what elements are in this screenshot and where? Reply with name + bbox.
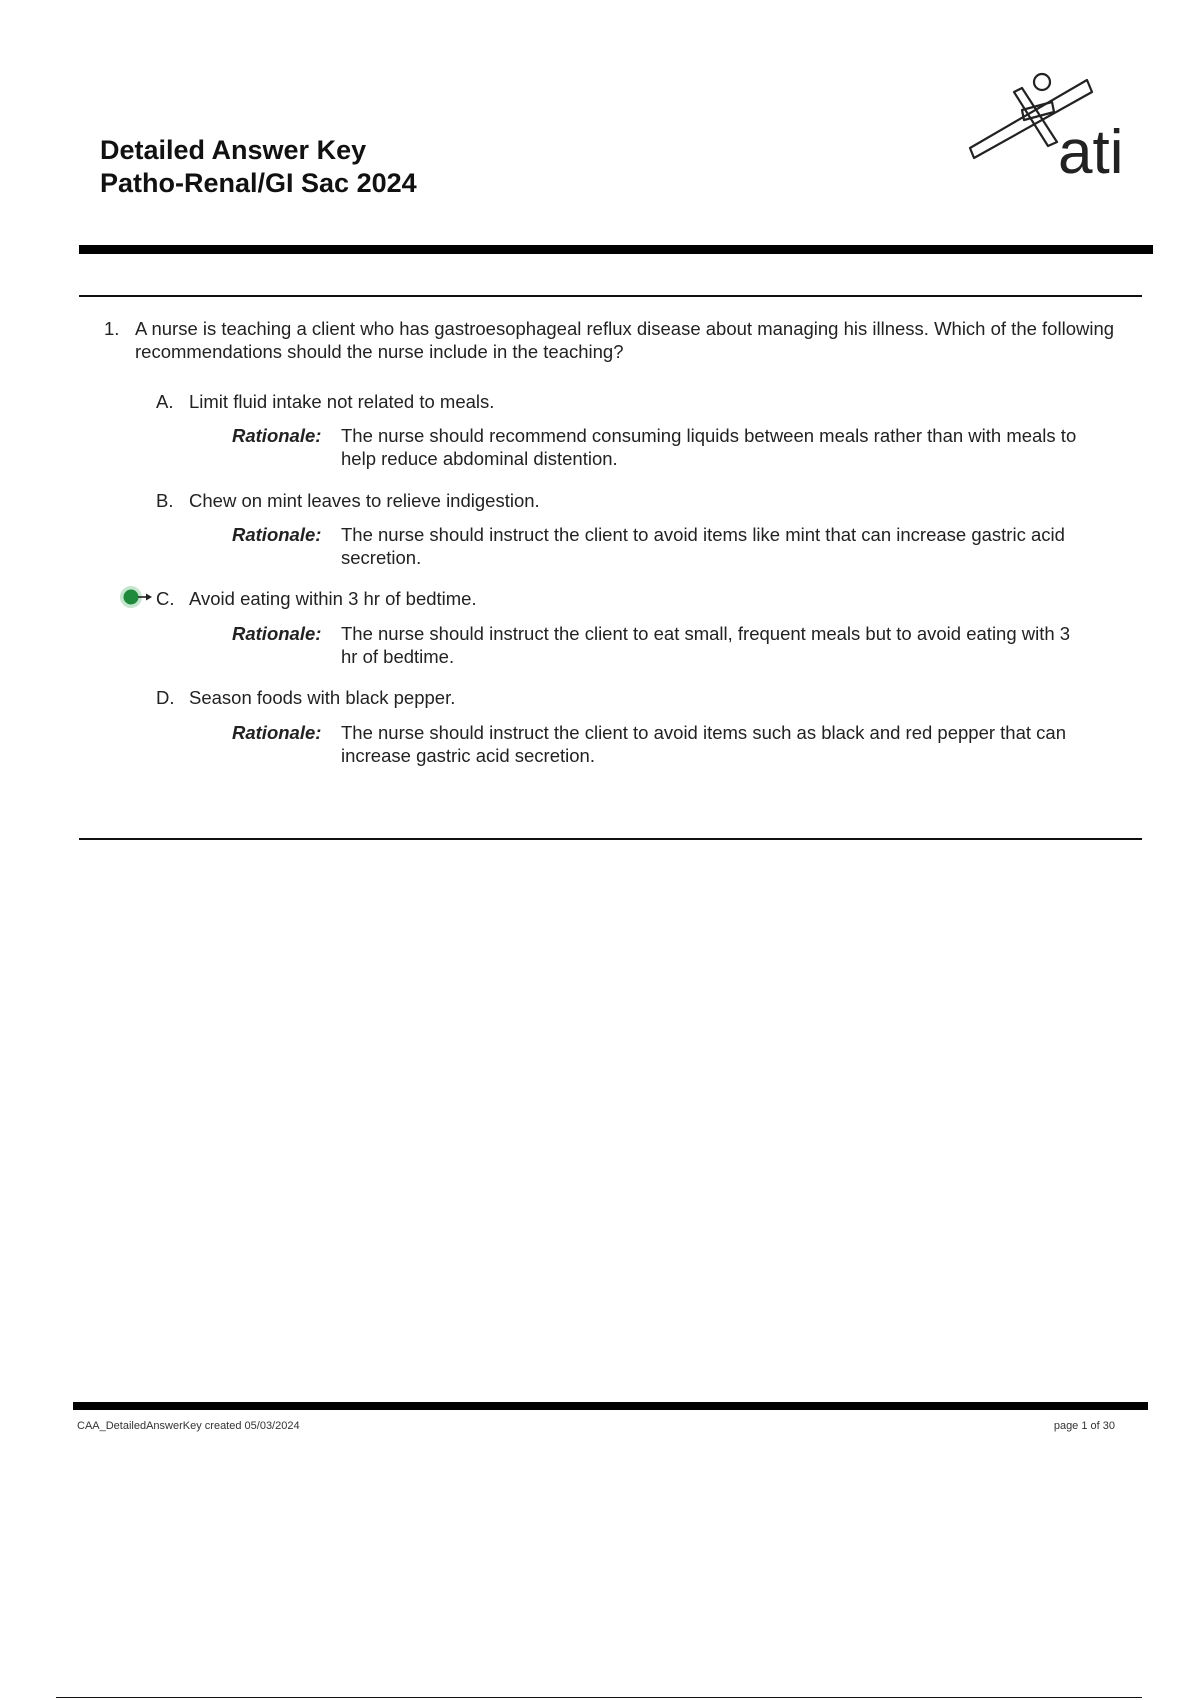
- rationale-label: Rationale:: [232, 623, 322, 644]
- question-number: 1.: [104, 318, 120, 339]
- option-letter: D.: [156, 687, 175, 708]
- header-rule: [79, 245, 1153, 254]
- logo-text: ati: [1058, 118, 1124, 180]
- option-text: Avoid eating within 3 hr of bedtime.: [189, 588, 477, 609]
- question-text: A nurse is teaching a client who has gastroesophageal reflux disease about managing his illness. Which of the following recommendations should the nurse include in the teaching?: [135, 318, 1115, 362]
- footer-rule: [73, 1402, 1148, 1410]
- ati-logo: [962, 70, 1142, 180]
- option-letter: B.: [156, 490, 174, 511]
- title-line-2: Patho-Renal/GI Sac 2024: [100, 168, 417, 198]
- rationale-text: The nurse should instruct the client to avoid items such as black and red pepper that can increase gastric acid secretion.: [341, 722, 1066, 766]
- correct-answer-marker-icon: [118, 585, 154, 609]
- rationale-text: The nurse should recommend consuming liquids between meals rather than with meals to help reduce abdominal distention.: [341, 425, 1077, 469]
- option-text: Chew on mint leaves to relieve indigestion.: [189, 490, 540, 511]
- question-top-divider: [79, 295, 1142, 297]
- page-bottom-divider: [56, 1697, 1142, 1698]
- rationale-label: Rationale:: [232, 425, 322, 446]
- page-number: page 1 of 30: [1053, 1420, 1115, 1432]
- page-title: [100, 134, 417, 200]
- footer-created-note: CAA_DetailedAnswerKey created 05/03/2024: [77, 1420, 300, 1432]
- option-letter: C.: [156, 588, 175, 609]
- rationale-label: Rationale:: [232, 524, 322, 545]
- rationale-text: The nurse should instruct the client to avoid items like mint that can increase gastric acid secretion.: [341, 524, 1065, 568]
- title-line-1: Detailed Answer Key: [100, 135, 367, 165]
- option-text: Season foods with black pepper.: [189, 687, 456, 708]
- rationale-label: Rationale:: [232, 722, 322, 743]
- option-letter: A.: [156, 391, 174, 412]
- rationale-text: The nurse should instruct the client to eat small, frequent meals but to avoid eating with 3 hr of bedtime.: [341, 623, 1071, 667]
- option-text: Limit fluid intake not related to meals.: [189, 391, 495, 412]
- question-bottom-divider: [79, 838, 1142, 840]
